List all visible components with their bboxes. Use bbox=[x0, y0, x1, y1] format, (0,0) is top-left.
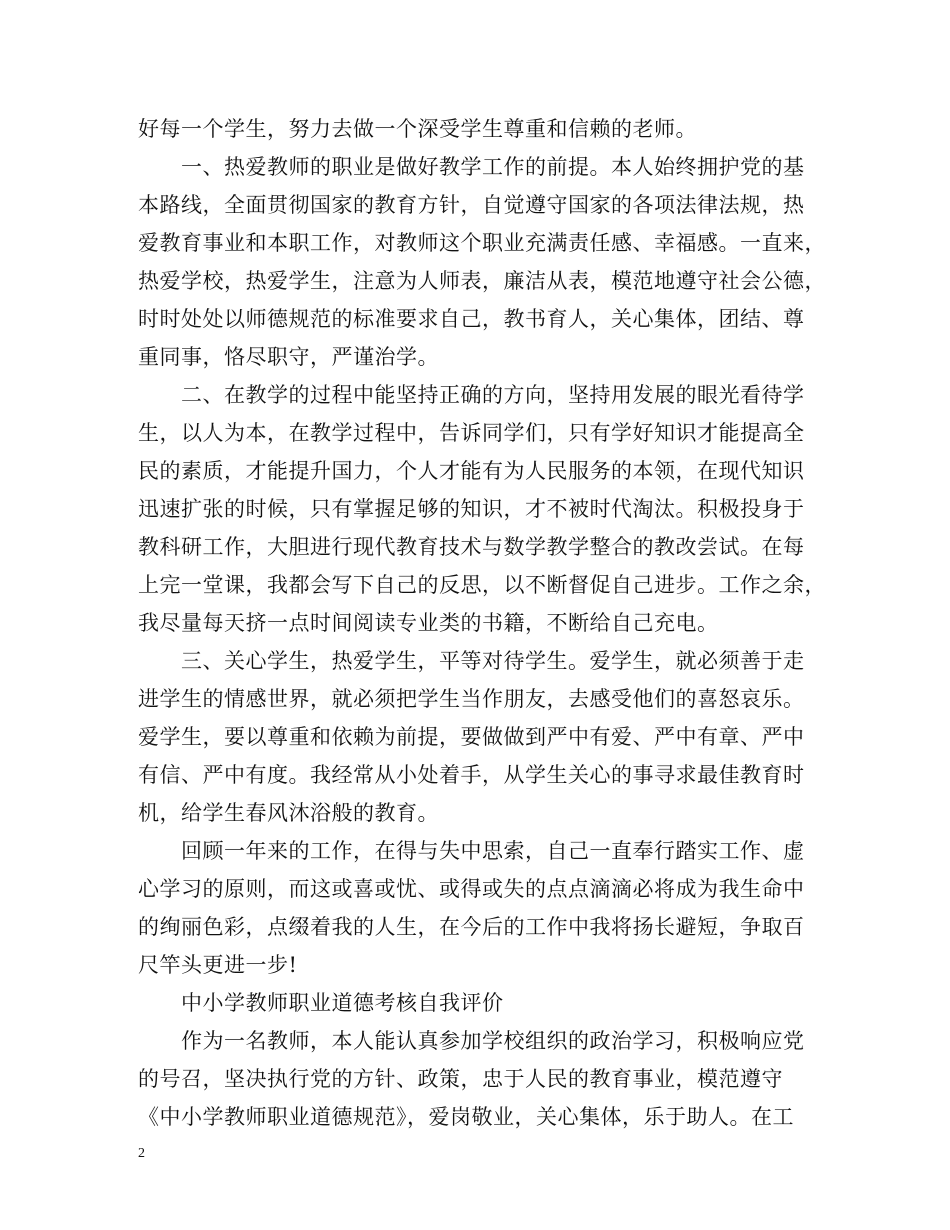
paragraph-4-start: 回顾一年来的工作，在得与失中思索，自己一直奉行踏实工作、虚 bbox=[181, 839, 805, 863]
text-line: 爱学生，要以尊重和依赖为前提，要做做到严中有爱、严中有章、严中 bbox=[138, 725, 805, 749]
text-line: 本路线，全面贯彻国家的教育方针，自觉遵守国家的各项法律法规，热 bbox=[138, 193, 805, 217]
text-line: 好每一个学生，努力去做一个深受学生尊重和信赖的老师。 bbox=[138, 117, 697, 141]
text-line: 心学习的原则，而这或喜或忧、或得或失的点点滴滴必将成为我生命中 bbox=[138, 877, 805, 901]
text-line: 《中小学教师职业道德规范》，爱岗敬业，关心集体，乐于助人。在工 bbox=[138, 1105, 794, 1129]
section-heading: 中小学教师职业道德考核自我评价 bbox=[181, 991, 504, 1015]
text-line: 重同事，恪尽职守，严谨治学。 bbox=[138, 345, 439, 369]
text-line: 机，给学生春风沐浴般的教育。 bbox=[138, 801, 439, 825]
text-line: 民的素质，才能提升国力，个人才能有为人民服务的本领，在现代知识 bbox=[138, 459, 805, 483]
text-line: 上完一堂课，我都会写下自己的反思，以不断督促自己进步。工作之余， bbox=[138, 573, 826, 597]
page-number: 2 bbox=[138, 1146, 145, 1161]
paragraph-3-start: 三、关心学生，热爱学生，平等对待学生。爱学生，就必须善于走 bbox=[181, 649, 805, 673]
text-line: 尺竿头更进一步! bbox=[138, 953, 298, 977]
text-line: 进学生的情感世界，就必须把学生当作朋友，去感受他们的喜怒哀乐。 bbox=[138, 687, 805, 711]
text-line: 的号召，坚决执行党的方针、政策，忠于人民的教育事业，模范遵守 bbox=[138, 1067, 783, 1091]
text-line: 迅速扩张的时候，只有掌握足够的知识，才不被时代淘汰。积极投身于 bbox=[138, 497, 805, 521]
text-line: 教科研工作，大胆进行现代教育技术与数学教学整合的教改尝试。在每 bbox=[138, 535, 805, 559]
text-line: 有信、严中有度。我经常从小处着手，从学生关心的事寻求最佳教育时 bbox=[138, 763, 805, 787]
text-line: 的绚丽色彩，点缀着我的人生，在今后的工作中我将扬长避短，争取百 bbox=[138, 915, 805, 939]
paragraph-5-start: 作为一名教师，本人能认真参加学校组织的政治学习，积极响应党 bbox=[181, 1029, 805, 1053]
text-line: 时时处处以师德规范的标准要求自己，教书育人，关心集体，团结、尊 bbox=[138, 307, 805, 331]
text-line: 生，以人为本，在教学过程中，告诉同学们，只有学好知识才能提高全 bbox=[138, 421, 805, 445]
text-line: 我尽量每天挤一点时间阅读专业类的书籍，不断给自己充电。 bbox=[138, 611, 719, 635]
text-line: 热爱学校，热爱学生，注意为人师表，廉洁从表，模范地遵守社会公德， bbox=[138, 269, 826, 293]
paragraph-1-start: 一、热爱教师的职业是做好教学工作的前提。本人始终拥护党的基 bbox=[181, 155, 805, 179]
paragraph-2-start: 二、在教学的过程中能坚持正确的方向，坚持用发展的眼光看待学 bbox=[181, 383, 805, 407]
text-line: 爱教育事业和本职工作，对教师这个职业充满责任感、幸福感。一直来， bbox=[138, 231, 826, 255]
